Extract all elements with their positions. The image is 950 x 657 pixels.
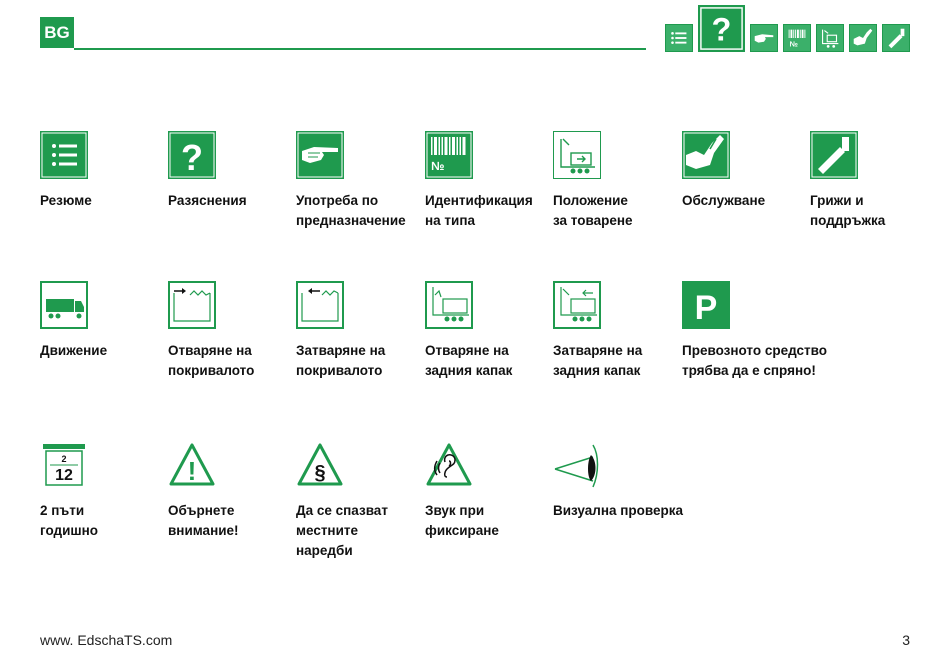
item-visual-check xyxy=(553,441,723,521)
open-roof-icon xyxy=(168,281,216,329)
regulation-icon xyxy=(296,441,344,489)
truck-icon xyxy=(40,281,88,329)
item-close-tailgate xyxy=(553,281,678,381)
svg-text:§: § xyxy=(314,462,326,484)
item-close-roof xyxy=(296,281,421,381)
item-label: Движение xyxy=(40,343,108,358)
item-label: Отваряне на покривалото xyxy=(168,343,255,378)
summary-icon xyxy=(40,131,88,179)
nav-loading-icon[interactable] xyxy=(816,24,844,52)
item-regulations xyxy=(296,441,421,561)
item-label: Положение за товарене xyxy=(553,193,633,228)
help-icon xyxy=(168,131,216,179)
loading-position-icon xyxy=(553,131,601,179)
item-label: Звук при фиксиране xyxy=(425,503,499,538)
nav-pointing-hand-icon[interactable] xyxy=(750,24,778,52)
item-label: Затваряне на задния капак xyxy=(553,343,643,378)
ear-sound-icon xyxy=(425,441,473,489)
item-vehicle-stopped xyxy=(682,281,862,381)
item-label: Затваряне на покривалото xyxy=(296,343,386,378)
item-label: Резюме xyxy=(40,193,92,208)
svg-text:?: ? xyxy=(181,137,203,178)
close-roof-icon xyxy=(296,281,344,329)
warning-icon xyxy=(168,441,216,489)
item-label: Разяснения xyxy=(168,193,247,208)
item-label: Обслужване xyxy=(682,193,766,208)
item-label: Обърнете внимание! xyxy=(168,503,239,538)
open-tailgate-icon xyxy=(425,281,473,329)
page-number: 3 xyxy=(902,632,910,648)
svg-text:!: ! xyxy=(187,456,197,486)
nav-service-icon[interactable] xyxy=(849,24,877,52)
eye-icon xyxy=(553,441,601,489)
maintenance-icon xyxy=(810,131,858,179)
item-label: Употреба по предназначение xyxy=(296,193,406,228)
item-label: Грижи и поддръжка xyxy=(810,193,886,228)
svg-text:№: № xyxy=(789,39,798,49)
item-service xyxy=(682,131,807,211)
item-help xyxy=(168,131,293,211)
nav-care-icon[interactable] xyxy=(882,24,910,52)
nav-summary-icon[interactable] xyxy=(665,24,693,52)
item-intended-use xyxy=(296,131,421,231)
item-twice-yearly xyxy=(40,441,165,541)
item-label: Отваряне на задния капак xyxy=(425,343,513,378)
footer-url[interactable]: www. EdschaTS.com xyxy=(40,632,173,648)
item-label: Визуална проверка xyxy=(553,503,684,518)
service-hand-icon xyxy=(682,131,730,179)
item-label: 2 пъти годишно xyxy=(40,503,99,538)
item-open-tailgate xyxy=(425,281,550,381)
item-summary xyxy=(40,131,165,211)
close-tailgate-icon xyxy=(553,281,601,329)
svg-text:№: № xyxy=(431,159,445,173)
item-maintenance xyxy=(810,131,935,231)
item-driving xyxy=(40,281,165,361)
barcode-icon xyxy=(425,131,473,179)
item-open-roof xyxy=(168,281,293,381)
svg-text:2: 2 xyxy=(61,454,67,464)
item-click-sound xyxy=(425,441,550,541)
item-label: Превозното средство трябва да е спряно! xyxy=(682,343,827,378)
header-rule xyxy=(74,48,646,50)
pointing-hand-icon xyxy=(296,131,344,179)
calendar-icon xyxy=(40,441,88,489)
item-loading-position xyxy=(553,131,678,231)
svg-text:P: P xyxy=(694,289,718,327)
svg-text:?: ? xyxy=(711,11,732,48)
item-type-id xyxy=(425,131,550,231)
svg-text:12: 12 xyxy=(55,467,73,484)
item-label: Идентификация на типа xyxy=(425,193,533,228)
parking-icon xyxy=(682,281,730,329)
item-label: Да се спазват местните наредби xyxy=(296,503,388,558)
item-attention xyxy=(168,441,293,541)
nav-barcode-icon[interactable] xyxy=(783,24,811,52)
nav-help-icon[interactable] xyxy=(698,5,745,52)
language-badge: BG xyxy=(40,17,74,48)
